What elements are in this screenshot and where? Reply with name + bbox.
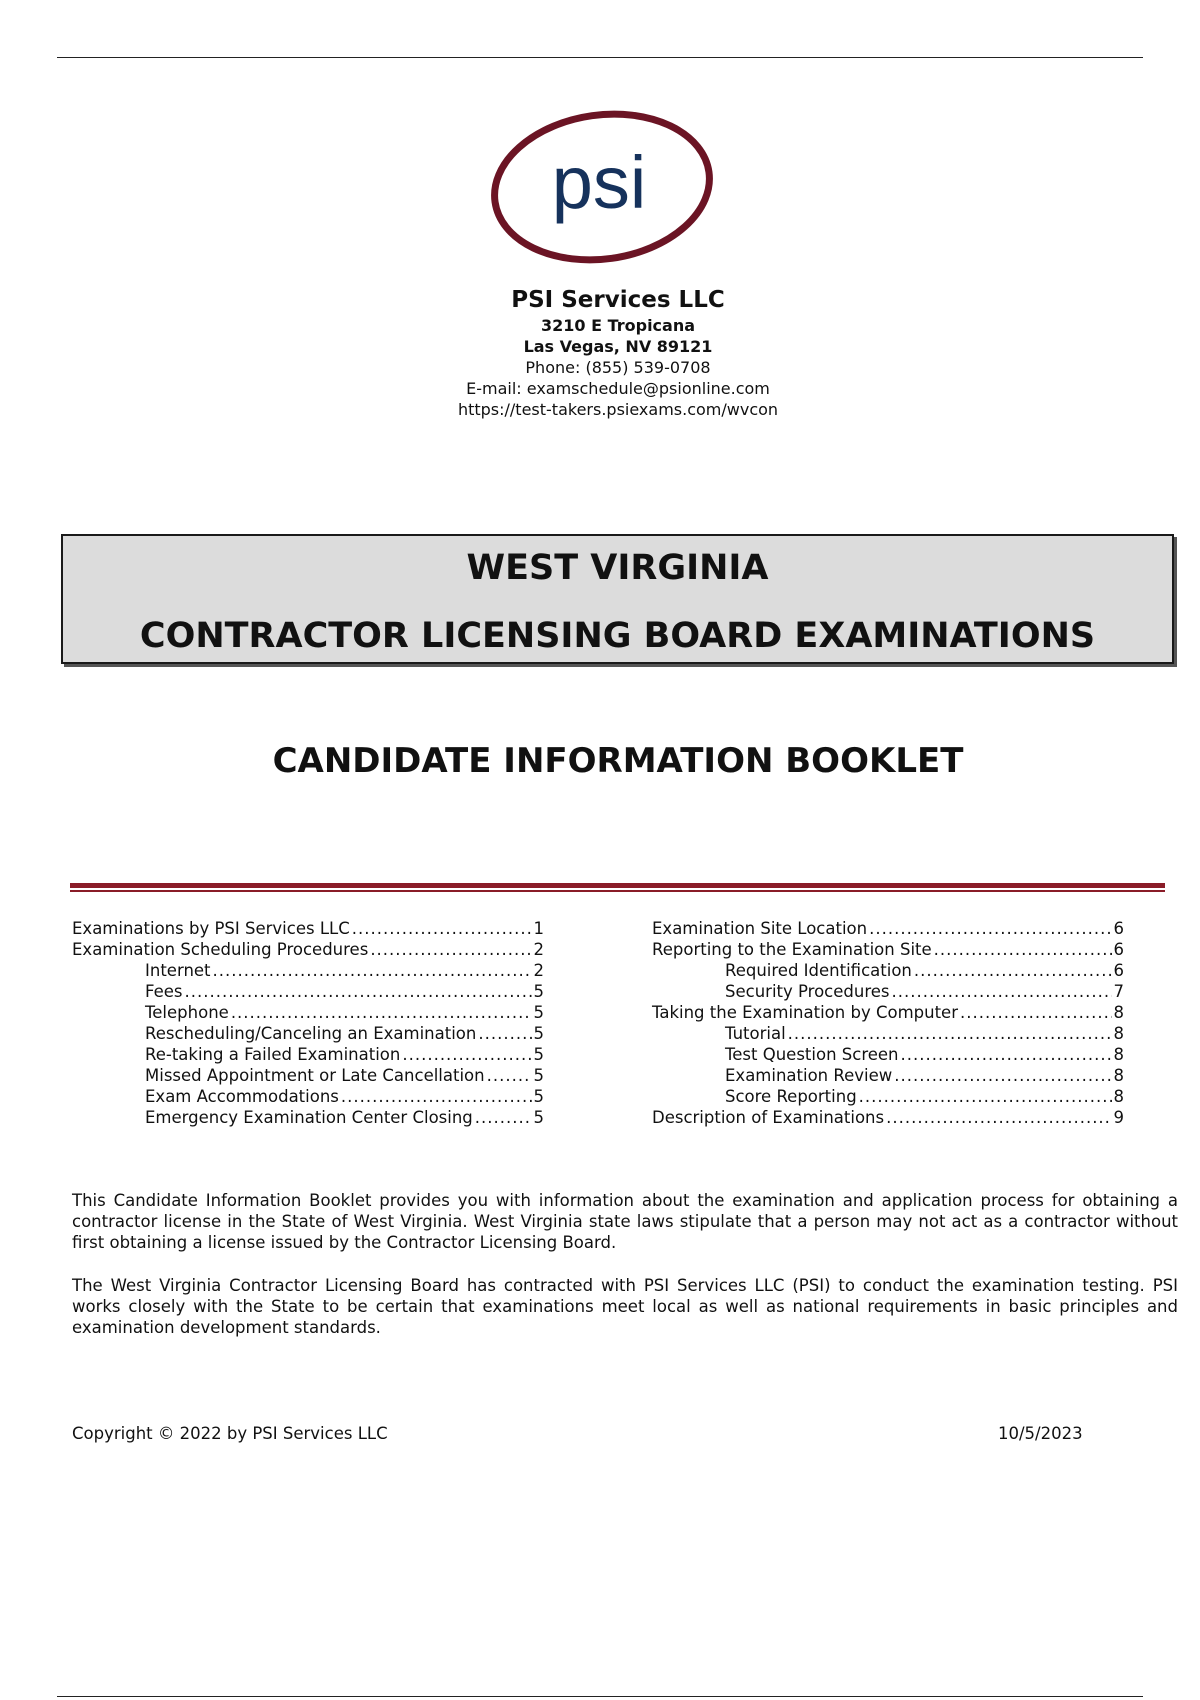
toc-leader-dots: [859, 1086, 1112, 1107]
toc-leader-dots: [231, 1002, 532, 1023]
toc-entry: [652, 1107, 1124, 1128]
toc-entry-label: Score Reporting: [725, 1087, 857, 1106]
copyright: Copyright © 2022 by PSI Services LLC: [72, 1424, 388, 1443]
toc-entry-label: Description of Examinations: [652, 1108, 885, 1127]
toc-leader-dots: [185, 981, 532, 1002]
title-line-2: CONTRACTOR LICENSING BOARD EXAMINATIONS: [139, 616, 1096, 656]
bottom-rule: [57, 1696, 1143, 1697]
toc-entry-label: Examination Scheduling Procedures: [72, 940, 369, 959]
toc-entry-page: 5: [533, 1003, 544, 1022]
toc-entry-page: 2: [533, 940, 544, 959]
toc-entry-page: 8: [1113, 1003, 1124, 1022]
toc-entry-page: 8: [1113, 1087, 1124, 1106]
toc-entry: [652, 1086, 1124, 1107]
toc-entry: [72, 1086, 544, 1107]
toc-leader-dots: [475, 1107, 532, 1128]
toc-entry: [652, 1044, 1124, 1065]
title-line-1: WEST VIRGINIA: [466, 548, 769, 588]
toc-entry-label: Exam Accommodations: [145, 1087, 339, 1106]
toc-entry-page: 6: [1113, 940, 1124, 959]
toc-entry-page: 5: [533, 982, 544, 1001]
toc-leader-dots: [886, 1107, 1111, 1128]
toc-entry-label: Security Procedures: [725, 982, 890, 1001]
company-url: https://test-takers.psiexams.com/wvcon: [457, 400, 779, 419]
company-street: 3210 E Tropicana: [540, 316, 696, 335]
toc-entry: [72, 1107, 544, 1128]
company-city: Las Vegas, NV 89121: [523, 337, 713, 356]
toc-entry-label: Re-taking a Failed Examination: [145, 1045, 401, 1064]
toc-entry-label: Tutorial: [725, 1024, 786, 1043]
toc-left-column: [72, 918, 544, 1128]
toc-entry: [652, 1023, 1124, 1044]
toc-entry-page: 7: [1113, 982, 1124, 1001]
toc-leader-dots: [960, 1002, 1112, 1023]
toc-entry-label: Emergency Examination Center Closing: [145, 1108, 473, 1127]
company-phone: Phone: (855) 539-0708: [525, 358, 711, 377]
toc-leader-dots: [914, 960, 1112, 981]
toc-entry: [72, 1023, 544, 1044]
toc-leader-dots: [788, 1023, 1112, 1044]
toc-leader-dots: [892, 981, 1112, 1002]
toc-entry-page: 6: [1113, 919, 1124, 938]
toc-leader-dots: [478, 1023, 531, 1044]
toc-entry: [652, 1065, 1124, 1086]
toc-entry: [72, 960, 544, 981]
toc-right-column: [652, 918, 1124, 1128]
toc-entry: [72, 1044, 544, 1065]
toc-entry-label: Internet: [145, 961, 211, 980]
toc-entry-label: Examination Review: [725, 1066, 893, 1085]
toc-entry-label: Taking the Examination by Computer: [652, 1003, 958, 1022]
company-address: [0, 285, 1200, 420]
toc-entry-label: Examinations by PSI Services LLC: [72, 919, 350, 938]
toc-entry-label: Telephone: [145, 1003, 229, 1022]
toc-entry: [652, 960, 1124, 981]
toc-leader-dots: [934, 939, 1112, 960]
company-email: E-mail: examschedule@psionline.com: [466, 379, 770, 398]
toc-entry: [72, 1002, 544, 1023]
toc-leader-dots: [341, 1086, 532, 1107]
psi-logo-text: psi: [551, 141, 647, 224]
toc-entry-page: 8: [1113, 1024, 1124, 1043]
toc-entry: [652, 939, 1124, 960]
toc-entry-page: 5: [533, 1024, 544, 1043]
top-rule: [57, 57, 1143, 58]
title-box: [61, 534, 1174, 664]
section-divider: [70, 883, 1165, 888]
toc-leader-dots: [213, 960, 532, 981]
toc-entry-page: 9: [1113, 1108, 1124, 1127]
toc-entry-label: Missed Appointment or Late Cancellation: [145, 1066, 485, 1085]
toc-entry-page: 8: [1113, 1045, 1124, 1064]
psi-logo: [487, 108, 717, 266]
toc-entry-page: 6: [1113, 961, 1124, 980]
toc-leader-dots: [487, 1065, 532, 1086]
booklet-title: CANDIDATE INFORMATION BOOKLET: [272, 741, 964, 781]
toc-entry-label: Reporting to the Examination Site: [652, 940, 932, 959]
toc-leader-dots: [402, 1044, 531, 1065]
toc-leader-dots: [869, 918, 1111, 939]
toc-leader-dots: [370, 939, 531, 960]
toc-entry: [652, 918, 1124, 939]
toc-entry-page: 1: [533, 919, 544, 938]
toc-entry-label: Test Question Screen: [725, 1045, 899, 1064]
toc-leader-dots: [901, 1044, 1112, 1065]
toc-entry-page: 5: [533, 1087, 544, 1106]
toc-entry-label: Required Identification: [725, 961, 912, 980]
toc-entry-page: 8: [1113, 1066, 1124, 1085]
toc-entry: [652, 1002, 1124, 1023]
toc-entry-page: 5: [533, 1066, 544, 1085]
toc-leader-dots: [352, 918, 532, 939]
toc-entry-page: 5: [533, 1108, 544, 1127]
toc-entry-page: 2: [533, 961, 544, 980]
document-date: 10/5/2023: [998, 1424, 1083, 1443]
toc-entry: [72, 939, 544, 960]
toc-entry-page: 5: [533, 1045, 544, 1064]
toc-entry: [72, 1065, 544, 1086]
toc-leader-dots: [894, 1065, 1111, 1086]
toc-entry-label: Examination Site Location: [652, 919, 868, 938]
intro-paragraph-1: This Candidate Information Booklet provides you with information about the examination and application process for obtaining a contractor license in the State of West Virginia. West Virginia state laws stipulate that a person may not act as a contractor without first obtaining a license issued by the Contractor Licensing Board.: [72, 1191, 1178, 1252]
toc-entry: [72, 918, 544, 939]
section-divider-thin: [70, 890, 1165, 892]
toc-entry: [652, 981, 1124, 1002]
toc-entry: [72, 981, 544, 1002]
toc-entry-label: Fees: [145, 982, 183, 1001]
company-name: PSI Services LLC: [511, 287, 725, 313]
toc-entry-label: Rescheduling/Canceling an Examination: [145, 1024, 477, 1043]
intro-paragraph-2: The West Virginia Contractor Licensing Board has contracted with PSI Services LLC (PSI) to conduct the examination testing. PSI works closely with the State to be certain that examinations meet local as well as national requirements in basic principles and examination development standards.: [72, 1276, 1178, 1337]
